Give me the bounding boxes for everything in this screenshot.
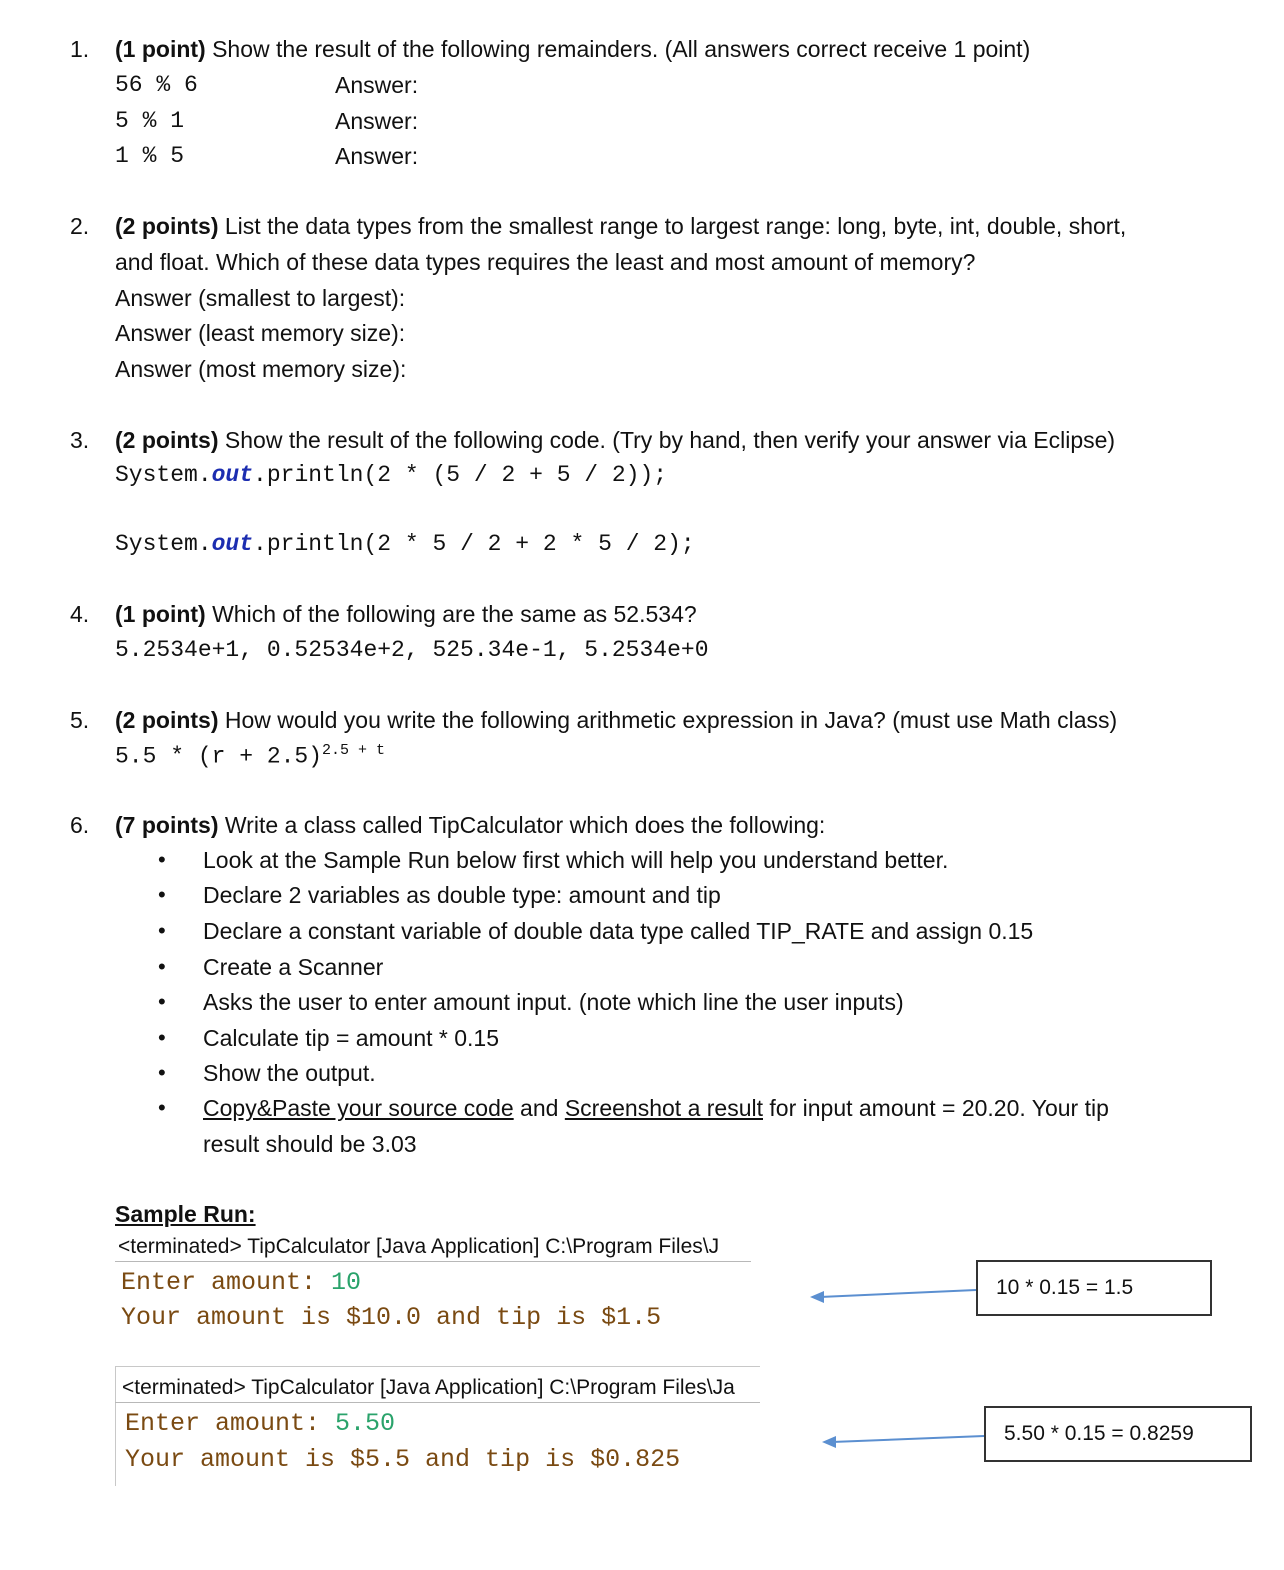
points-label: (1 point)	[115, 601, 206, 627]
arrow-2	[822, 1436, 984, 1448]
arrow-1	[810, 1290, 976, 1303]
calculation-text: 10 * 0.15 = 1.5	[996, 1276, 1134, 1299]
bullet-item: Look at the Sample Run below first which will help you understand better.	[203, 847, 949, 873]
code-suffix: .println(2 * 5 / 2 + 2 * 5 / 2);	[253, 531, 695, 557]
scientific-options: 5.2534e+1, 0.52534e+2, 525.34e-1, 5.2534e+0	[115, 637, 709, 663]
bullet-glyph: •	[158, 1060, 166, 1085]
question-number: 5.	[70, 707, 90, 733]
source-code-instruction: Copy&Paste your source code	[203, 1095, 514, 1121]
calculation-note-2	[984, 1406, 1252, 1462]
code-keyword: out	[211, 531, 254, 557]
console-prompt: Enter amount:	[121, 1268, 332, 1297]
bullet-item-continued: result should be 3.03	[203, 1131, 417, 1157]
bullet-glyph: •	[158, 1025, 166, 1050]
answer-label: Answer:	[335, 72, 419, 98]
console-header: <terminated> TipCalculator [Java Application] C:\Program Files\J	[118, 1235, 720, 1258]
expression-base: 5.5 * (r + 2.5)	[115, 743, 323, 770]
answer-label: Answer (smallest to largest):	[115, 285, 406, 311]
points-label: (7 points)	[115, 812, 219, 838]
screenshot-instruction: Screenshot a result	[564, 1095, 763, 1121]
answer-label: Answer:	[335, 143, 419, 169]
bullet-glyph: •	[158, 989, 166, 1014]
calculation-text: 5.50 * 0.15 = 0.8259	[1004, 1422, 1194, 1445]
expression-exponent: 2.5 + t	[322, 742, 386, 759]
calculation-note-1	[976, 1260, 1212, 1316]
code-prefix: System.	[115, 462, 212, 488]
connector-text: and	[513, 1095, 565, 1121]
console-header: <terminated> TipCalculator [Java Application] C:\Program Files\Ja	[122, 1376, 735, 1399]
bullet-item: Show the output.	[203, 1060, 376, 1086]
question-number: 6.	[70, 812, 90, 838]
remainder-expression: 56 % 6	[115, 72, 198, 98]
instruction-rest: for input amount = 20.20. Your tip	[763, 1095, 1109, 1121]
console-result-line: Your amount is $5.5 and tip is $0.825	[125, 1445, 681, 1474]
question-prompt: How would you write the following arithmetic expression in Java? (must use Math class)	[218, 707, 1118, 733]
code-keyword: out	[211, 462, 254, 488]
bullet-item: Declare 2 variables as double type: amount and tip	[203, 882, 721, 908]
question-prompt: Write a class called TipCalculator which does the following:	[218, 812, 826, 838]
points-label: (2 points)	[115, 213, 219, 239]
bullet-item: Declare a constant variable of double data type called TIP_RATE and assign 0.15	[203, 918, 1034, 944]
remainder-expression: 5 % 1	[115, 108, 185, 134]
bullet-glyph: •	[158, 882, 166, 907]
code-prefix: System.	[115, 531, 212, 557]
code-suffix: .println(2 * (5 / 2 + 5 / 2));	[253, 462, 668, 488]
bullet-item: Create a Scanner	[203, 954, 384, 980]
answer-label: Answer (least memory size):	[115, 320, 406, 346]
question-prompt: Show the result of the following remainders. (All answers correct receive 1 point)	[205, 36, 1031, 62]
question-prompt: Which of the following are the same as 52.534?	[205, 601, 697, 627]
console-input: 5.50	[335, 1409, 396, 1438]
points-label: (2 points)	[115, 427, 219, 453]
question-number: 3.	[70, 427, 90, 453]
question-prompt: List the data types from the smallest range to largest range: long, byte, int, double, short,	[218, 213, 1127, 239]
answer-label: Answer:	[335, 108, 419, 134]
question-number: 1.	[70, 36, 90, 62]
bullet-glyph: •	[158, 847, 166, 872]
answer-label: Answer (most memory size):	[115, 356, 407, 382]
question-prompt: Show the result of the following code. (Try by hand, then verify your answer via Eclipse)	[218, 427, 1116, 453]
question-2-line-2: and float. Which of these data types requires the least and most amount of memory?	[115, 249, 976, 275]
console-prompt: Enter amount:	[125, 1409, 336, 1438]
remainder-expression: 1 % 5	[115, 143, 185, 169]
question-number: 2.	[70, 213, 90, 239]
sample-run-title: Sample Run:	[115, 1201, 256, 1227]
bullet-item: Asks the user to enter amount input. (note which line the user inputs)	[203, 989, 904, 1015]
points-label: (2 points)	[115, 707, 219, 733]
question-number: 4.	[70, 601, 90, 627]
points-label: (1 point)	[115, 36, 206, 62]
bullet-glyph: •	[158, 918, 166, 943]
console-result-line: Your amount is $10.0 and tip is $1.5	[121, 1303, 662, 1332]
bullet-glyph: •	[158, 954, 166, 979]
console-input: 10	[331, 1268, 362, 1297]
bullet-item: Calculate tip = amount * 0.15	[203, 1025, 499, 1051]
bullet-glyph: •	[158, 1095, 166, 1120]
